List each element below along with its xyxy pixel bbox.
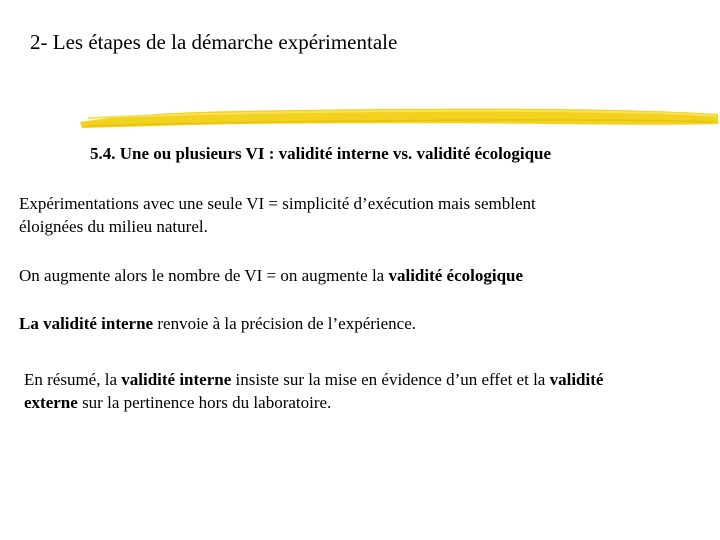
- p1-line1: Expérimentations avec une seule VI = simplicité d’exécution mais semblent: [19, 194, 536, 213]
- paragraph-internal-validity: [19, 312, 699, 335]
- p4-t3: sur la pertinence hors du laboratoire.: [77, 393, 332, 412]
- p2-bold: validité écologique: [388, 266, 524, 285]
- highlighter-stroke: [78, 100, 720, 134]
- slide-title: 2- Les étapes de la démarche expérimentale: [30, 30, 398, 54]
- p4-t2: insiste sur la mise en évidence d’un effet et la: [231, 370, 550, 389]
- paragraph-summary: [24, 368, 714, 414]
- section-subtitle: 5.4. Une ou plusieurs VI : validité interne vs. validité écologique: [90, 144, 552, 163]
- p4-b2: validité: [549, 370, 604, 389]
- paragraph-ecological-validity: [19, 264, 699, 287]
- p3-bold: La validité interne: [19, 314, 154, 333]
- p4-b3: externe: [24, 393, 78, 412]
- paragraph-single-vi: [19, 192, 659, 238]
- p2-text: On augmente alors le nombre de VI = on augmente la: [19, 266, 389, 285]
- p1-line2: éloignées du milieu naturel.: [19, 217, 208, 236]
- p4-b1: validité interne: [121, 370, 232, 389]
- p3-text: renvoie à la précision de l’expérience.: [153, 314, 417, 333]
- p4-t1: En résumé, la: [24, 370, 122, 389]
